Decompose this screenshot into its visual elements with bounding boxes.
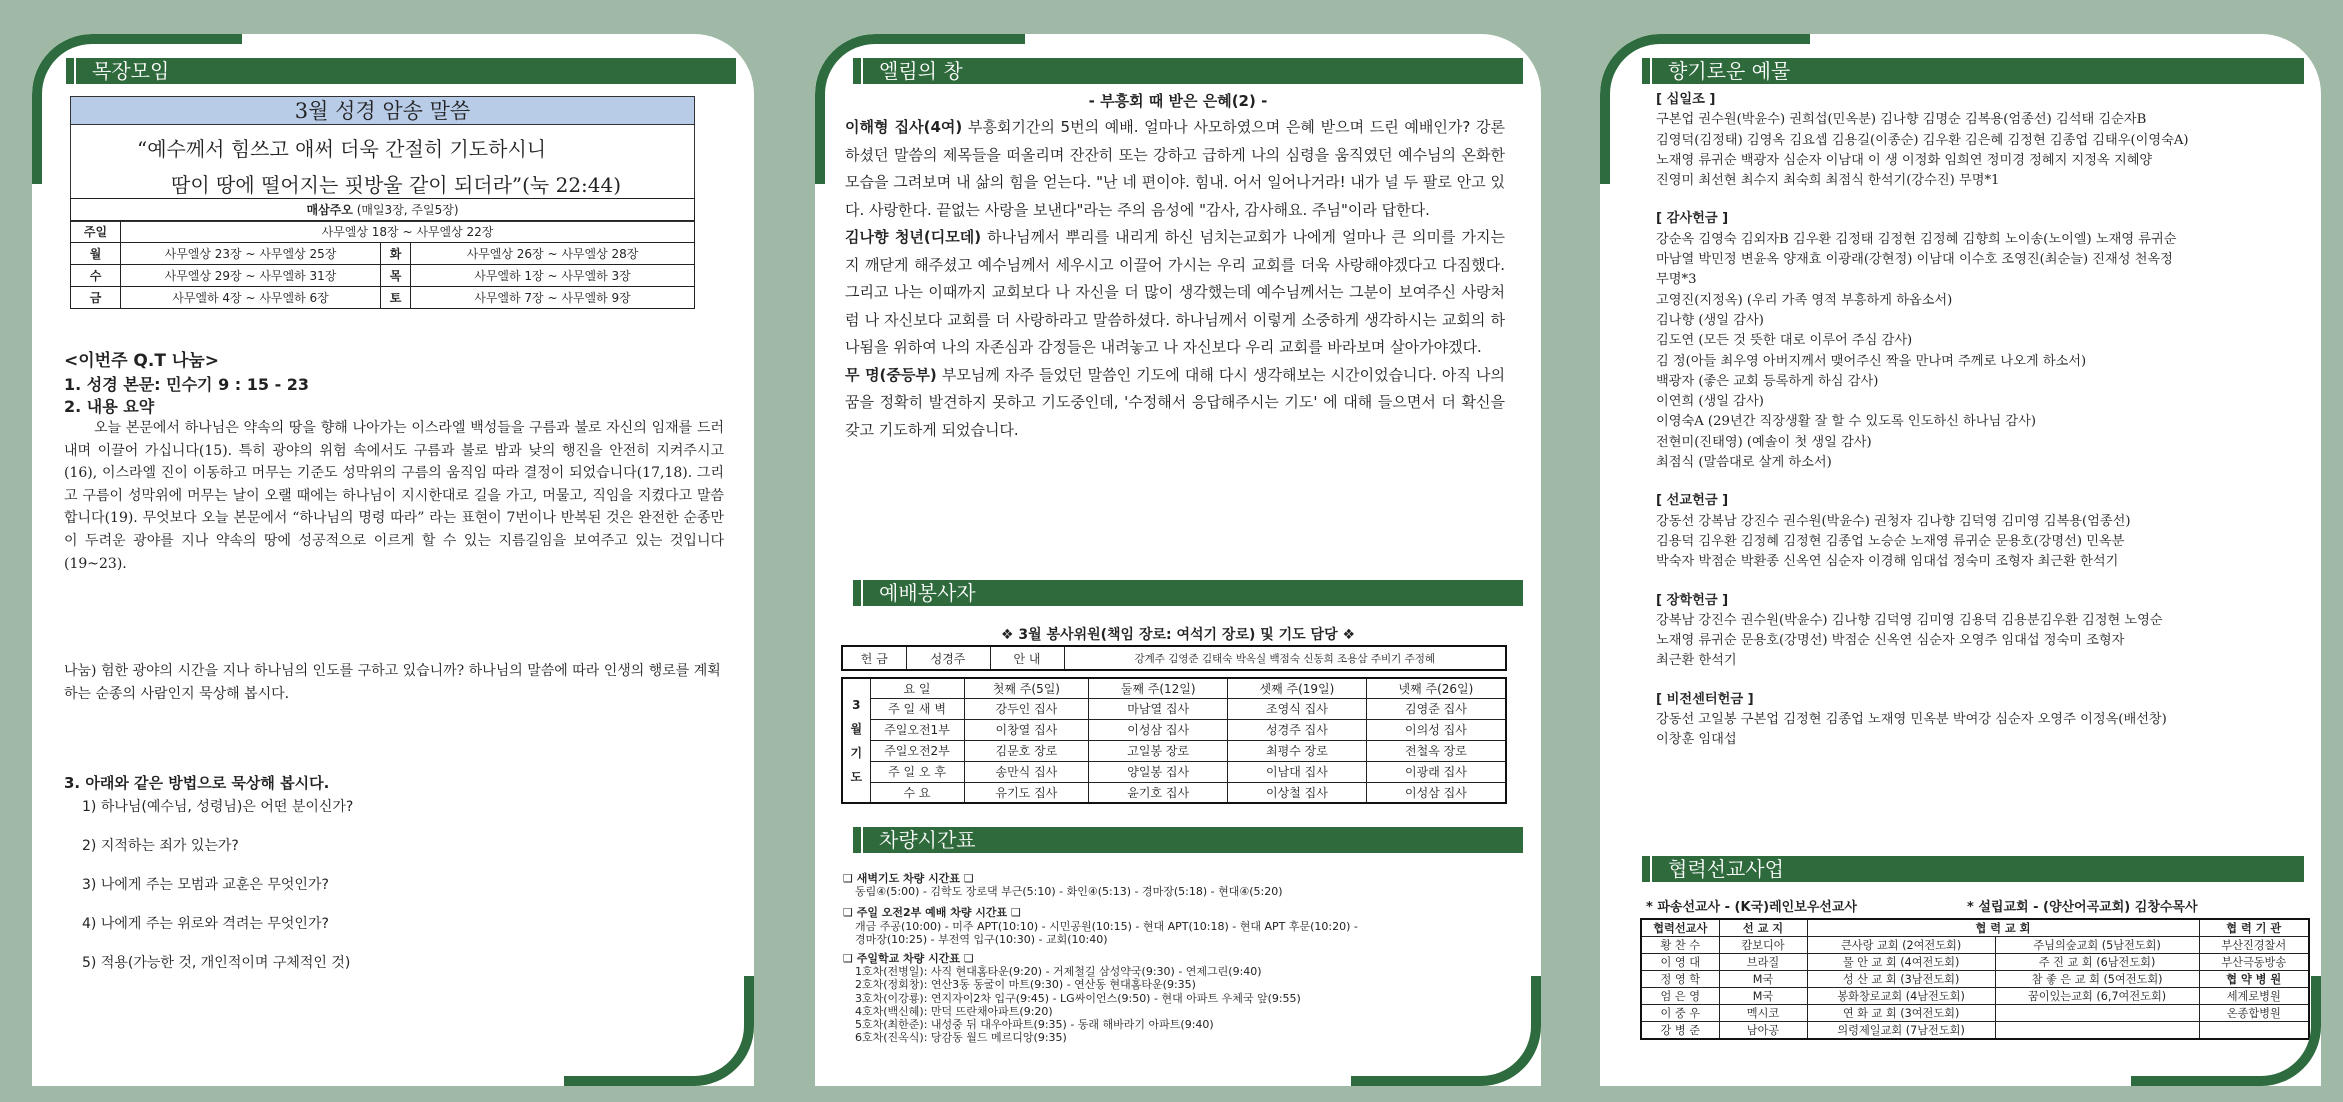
offering-line: 노재영 류귀순 백광자 심순자 이남대 이 생 이정화 임희연 정미경 정혜지 지정옥 지혜양 <box>1656 152 2153 168</box>
reading-range: 사무엘상 23장 ~ 사무엘상 25장 <box>121 243 381 265</box>
section-title: 목장모임 <box>92 59 170 83</box>
bus-route: 동림④(5:00) - 김학도 장로댁 부근(5:10) - 화인④(5:13) - 경마장(5:18) - 현대④(5:20) <box>855 885 1283 899</box>
list-item: 4) 나에게 주는 위로와 격려는 무엇인가? <box>82 916 329 932</box>
offering-line: 이연희 (생일 감사) <box>1656 394 1764 410</box>
reading-range: 사무엘하 1장 ~ 사무엘하 3장 <box>411 265 695 287</box>
bible-reading-table <box>70 198 695 309</box>
section-title: 엘림의 창 <box>879 59 963 83</box>
testimony-text: 부흥회기간의 5번의 예배. 얼마나 사모하였으며 은혜 받으며 드린 예배인가? 강론하셨던 말씀의 제목들을 떠올리며 잔잔히 또는 강하고 급하게 나의 심령을 움직였던 예수님의 온화한 모습을 그려보며 내 삶의 힘을 얻는다. "난 네 편이야. 힘내. 어서 일어나거라! 내가 널 두 팔로 안고 있다. 사랑한다. 끝없는 사랑을 보낸다"라는 주의 음성에 "감사, 감사해요. 주님"이라 답한다. <box>845 118 1506 219</box>
offering-cell: 헌 금 <box>842 646 906 670</box>
column-header: 요 일 <box>870 678 964 698</box>
testimony-author: 이해형 집사(4여) <box>845 118 963 136</box>
bus-schedule <box>843 872 1523 1044</box>
month-label-cell: 3 월 기 도 <box>842 678 870 803</box>
panel-mokjang <box>32 34 754 1086</box>
list-item: 2) 지적하는 죄가 있는가? <box>82 838 239 854</box>
offering-group-title: [ 선교헌금 ] <box>1656 493 1729 509</box>
reading-range: 사무엘하 4장 ~ 사무엘하 6장 <box>121 287 381 309</box>
offering-cell: 안 내 <box>990 646 1064 670</box>
section-title: 협력선교사업 <box>1668 857 1784 881</box>
table-row: 정 영 학 M국 성 산 교 회 (3남전도회) 참 좋 은 교 회 (5여전도회) 협 약 병 원 <box>1641 971 2309 988</box>
bus-route: 6호차(진옥식): 당감동 월드 메르디앙(9:35) <box>855 1031 1067 1045</box>
prayer-schedule-table <box>841 677 1507 804</box>
reading-day: 목 <box>381 265 411 287</box>
offering-line: 강동선 강복남 강진수 권수원(박윤수) 권청자 김나향 김덕영 김미영 김복용(엄종선) <box>1656 513 2131 529</box>
bus-group-title: ❑ 주일 오전2부 예배 차량 시간표 ❑ <box>843 906 1021 920</box>
testimony-text: 하나님께서 뿌리를 내리게 하신 넘치는교회가 나에게 얼마나 큰 의미를 가지는지 깨닫게 해주셨고 예수님께서 세우시고 이끌어 가시는 우리 교회를 더욱 사랑해야겠다고 다짐했다. 그리고 나는 이때까지 교회보다 나 자신을 더 많이 생각했는데 예수님께서는 그분이 보여주신 사랑처럼 나 자신보다 교회를 더 사랑하라고 말씀하셨다. 하나님께서 이렇게 소중하게 생각하시는 교회의 하나됨을 위하여 나의 자존심과 감정들은 내려놓고 나 자신보다 우리 교회를 바라보며 살아가야겠다. <box>845 228 1505 356</box>
panel-offerings <box>1600 34 2321 1086</box>
bus-route: 2호차(정회창): 연산3동 동굴이 마트(9:30) - 연산동 현대홈타운(9:35) <box>855 978 1196 992</box>
reading-day: 월 <box>71 243 121 265</box>
reading-range: 사무엘상 18장 ~ 사무엘상 22장 <box>121 221 695 243</box>
section-title: 향기로운 예물 <box>1668 59 1791 83</box>
table-row: 수 요 유기도 집사 윤기호 집사 이상철 집사 이성삼 집사 <box>842 782 1506 803</box>
bus-route: 경마장(10:25) - 부전역 입구(10:30) - 교회(10:40) <box>855 932 1108 946</box>
qt-question-list <box>82 797 353 992</box>
testimony-author: 무 명(중등부) <box>845 365 937 384</box>
list-item: 1) 하나님(예수님, 성령님)은 어떤 분이신가? <box>82 799 354 815</box>
qt-summary-text: 오늘 본문에서 하나님은 약속의 땅을 향해 나아가는 이스라엘 백성들을 구름과 불로 자신의 임재를 드러내며 이끌어 가십니다(15). 특히 광야의 위험 속에서도 구름과 불로 밤과 낮의 행진을 안전히 지켜주시고(16), 이스라엘 진이 이동하고 머무는 기준도 성막위의 구름의 움직임 따라 결정이 되었습니다(17,18). 그리고 구름이 성막위에 머무는 날이 오랠 때에는 하나님이 지시한대로 길을 가고, 머물고, 직임을 지켰다고 말씀합니다(19). 무엇보다 오늘 본문에서 “하나님의 명령 따라” 라는 표현이 7번이나 반복된 것은 완전한 순종만이 두려운 광야를 지나 약속의 땅에 성공적으로 이르게 할 수 있는 지름길임을 보여주고 있는 것입니다(19~23). <box>64 420 724 572</box>
qt-sharing-text: 나눔) 험한 광야의 시간을 지나 하나님의 인도를 구하고 있습니까? 하나님의 말씀에 따라 인생의 행로를 계획하는 순종의 사람인지 묵상해 봅시다. <box>64 663 721 702</box>
table-row <box>71 243 695 265</box>
mission-note-left: * 파송선교사 - (K국)레인보우선교사 <box>1646 900 1857 915</box>
table-row: 주 일 새 벽 강두인 집사 마남열 집사 조영식 집사 김영준 집사 <box>842 698 1506 719</box>
bus-route: 4호차(백신혜): 만덕 뜨란채아파트(9:20) <box>855 1004 1053 1018</box>
column-header: 협 력 기 관 <box>2199 919 2309 937</box>
reading-range: 사무엘상 29장 ~ 사무엘하 31장 <box>121 265 381 287</box>
qt-heading: <이번주 Q.T 나눔> <box>64 351 219 371</box>
table-row: 이 중 우 멕시코 연 화 교 회 (3여전도회) 온종합병원 <box>1641 1005 2309 1022</box>
table-row: 주일오전2부 김문호 장로 고일봉 장로 최평수 장로 전철옥 장로 <box>842 740 1506 761</box>
offering-line: 이영숙A (29년간 직장생활 잘 할 수 있도록 인도하신 하나님 감사) <box>1656 414 2037 430</box>
testimony <box>845 362 1505 445</box>
table-row: 황 찬 수 캄보디아 큰사랑 교회 (2여전도회) 주님의숲교회 (5남전도회) 부산진경찰서 <box>1641 937 2309 954</box>
section-title: 예배봉사자 <box>879 581 976 605</box>
testimony <box>845 224 1505 362</box>
memory-verse-line2: 땀이 땅에 떨어지는 핏방울 같이 되더라”(눅 22:44) <box>171 173 622 197</box>
column-header: 협력선교사 <box>1641 919 1719 937</box>
qt-summary-heading: 2. 내용 요약 <box>64 397 155 416</box>
bus-route: 3호차(이강룡): 연지자이2차 입구(9:45) - LG싸이언스(9:50) - 현대 아파트 우체국 앞(9:55) <box>855 991 1301 1005</box>
panel-elim <box>815 34 1541 1086</box>
testimony-text: 부모님께 자주 들었던 말씀인 기도에 대해 다시 생각해보는 시간이었습니다. 아직 나의 꿈을 정확히 발견하지 못하고 기도중인데, '수정해서 응답해주시는 기도' 에 대해 들으면서 더 확신을 갖고 기도하게 되었습니다. <box>845 365 1506 439</box>
table-row <box>71 265 695 287</box>
reading-range: 사무엘상 26장 ~ 사무엘상 28장 <box>411 243 695 265</box>
section-header-mission <box>1642 856 2304 882</box>
offering-line: 최점식 (말씀대로 살게 하소서) <box>1656 455 1832 471</box>
table-row: 주 일 오 후 송만식 집사 양일봉 집사 이남대 집사 이광래 집사 <box>842 761 1506 782</box>
offering-line: 무명*3 <box>1656 272 1697 288</box>
section-title: 차량시간표 <box>879 828 976 852</box>
section-header-elim <box>853 58 1523 84</box>
bus-route: 개금 주공(10:00) - 미주 APT(10:10) - 시민공원(10:15) - 현대 APT(10:18) - 현대 APT 후문(10:20) - <box>855 919 1358 933</box>
offering-line: 김영덕(김정태) 김영옥 김요셉 김용길(이종순) 김우환 김은혜 김정현 김종업 김태우(이영숙A) <box>1656 132 2189 148</box>
column-header: 넷째 주(26일) <box>1366 678 1506 698</box>
service-headline: ❖ 3월 봉사위원(책임 장로: 여석기 장로) 및 기도 담당 ❖ <box>1000 627 1356 643</box>
qt-scripture: 1. 성경 본문: 민수기 9 : 15 - 23 <box>64 375 310 394</box>
column-header: 협 력 교 회 <box>1807 919 2199 937</box>
offering-line: 박숙자 박점순 박환종 신옥연 심순자 이경해 임대섭 정숙미 조형자 최근환 한석기 <box>1656 554 2119 570</box>
elim-subtitle: - 부흥회 때 받은 은혜(2) - <box>1088 92 1268 110</box>
column-header: 첫째 주(5일) <box>964 678 1089 698</box>
offering-line: 김용덕 김우환 김정혜 김정현 김종업 노승순 노재영 류귀순 문용호(강명선) 민옥분 <box>1656 533 2125 549</box>
reading-day: 주일 <box>71 221 121 243</box>
table-row <box>71 287 695 309</box>
section-header-service <box>853 580 1523 606</box>
bus-route: 5호차(최한준): 내성중 뒤 대우아파트(9:35) - 동래 해바라기 아파트(9:40) <box>855 1018 1214 1032</box>
reading-day: 화 <box>381 243 411 265</box>
offering-line: 전현미(진태영) (예솔이 첫 생일 감사) <box>1656 434 1872 450</box>
offering-line: 강복남 강진수 권수원(박윤수) 김나향 김덕영 김미영 김용덕 김용분김우환 김정현 노영순 <box>1656 612 2163 628</box>
offering-cell: 강계주 김영준 김태숙 박옥실 백점숙 신동희 조용삼 주비기 주정혜 <box>1064 646 1506 670</box>
testimony-list <box>845 114 1505 444</box>
offering-line: 이창훈 임대섭 <box>1656 732 1737 748</box>
offering-group-title: [ 비전센터헌금 ] <box>1656 691 1754 707</box>
section-header-bus <box>853 827 1523 853</box>
bus-route: 1호차(전병일): 사직 현대홈타운(9:20) - 거제철길 삼성약국(9:30) - 연제그린(9:40) <box>855 965 1262 979</box>
offering-line: 진영미 최선현 최수지 최숙희 최점식 한석기(강수진) 무명*1 <box>1656 173 2000 189</box>
memory-verse-title: 3월 성경 암송 말씀 <box>71 97 694 125</box>
offering-group-title: [ 감사헌금 ] <box>1656 211 1729 227</box>
offering-line: 백광자 (좋은 교회 등록하게 하심 감사) <box>1656 373 1879 389</box>
offering-line: 노재영 류귀순 문용호(강명선) 박점순 신옥연 심순자 오영주 임대섭 정숙미 조형자 <box>1656 633 2125 649</box>
table-row: 주일오전1부 이창열 집사 이성삼 집사 성경주 집사 이의성 집사 <box>842 719 1506 740</box>
reading-day: 수 <box>71 265 121 287</box>
table-row: 강 병 준 남아공 의령제일교회 (7남전도회) <box>1641 1022 2309 1040</box>
offering-line: 김 정(아들 최우영 아버지께서 맺어주신 짝을 만나며 주께로 나오게 하소서) <box>1656 353 2087 369</box>
bus-group-title: ❑ 주일학교 차량 시간표 ❑ <box>843 952 974 966</box>
section-header-offerings <box>1642 58 2304 84</box>
offering-group-title: [ 장학헌금 ] <box>1656 592 1729 608</box>
list-item: 3) 나에게 주는 모범과 교훈은 무엇인가? <box>82 877 329 893</box>
offering-cell: 성경주 <box>906 646 990 670</box>
offering-line: 강순옥 김영숙 김외자B 김우환 김정태 김정현 김정혜 김향희 노이송(노이엘) 노재영 류귀순 <box>1656 231 2177 247</box>
bus-group-title: ❑ 새벽기도 차량 시간표 ❑ <box>843 872 974 885</box>
testimony-author: 김나향 청년(디모데) <box>845 228 982 246</box>
reading-day: 금 <box>71 287 121 309</box>
offering-line: 고영진(지정옥) (우리 가족 영적 부흥하게 하옵소서) <box>1656 292 1953 308</box>
table-row: 이 영 대 브라질 물 안 교 회 (4여전도회) 주 진 교 회 (6남전도회) 부산극동방송 <box>1641 954 2309 971</box>
section-header-mokjang <box>66 58 736 84</box>
mission-note-right: * 설립교회 - (양산어곡교회) 김창수목사 <box>1967 900 2198 915</box>
reading-title-cell: 매삼주오 (매일3장, 주일5장) <box>71 199 695 221</box>
reading-range: 사무엘하 7장 ~ 사무엘하 9장 <box>411 287 695 309</box>
table-row: 엄 은 영 M국 봉화창로교회 (4남전도회) 꿈이있는교회 (6,7여전도회) 세계로병원 <box>1641 988 2309 1005</box>
column-header: 선 교 지 <box>1719 919 1807 937</box>
offering-table <box>841 645 1507 671</box>
list-item: 5) 적용(가능한 것, 개인적이며 구체적인 것) <box>82 955 351 971</box>
column-header: 셋째 주(19일) <box>1228 678 1367 698</box>
mission-table <box>1640 918 2310 1040</box>
qt-meditation-heading: 3. 아래와 같은 방법으로 묵상해 봅시다. <box>64 774 330 792</box>
offering-line: 김나향 (생일 감사) <box>1656 312 1764 328</box>
offering-group-title: [ 십일조 ] <box>1656 92 1716 107</box>
testimony <box>845 114 1505 224</box>
reading-day: 토 <box>381 287 411 309</box>
offering-line: 마남열 박민정 변윤옥 양재효 이광래(강현정) 이남대 이수호 조영진(최순늘) 진재성 천옥정 <box>1656 252 2173 268</box>
offering-line: 최근환 한석기 <box>1656 653 1737 669</box>
offering-line: 김도연 (모든 것 뜻한 대로 이루어 주심 감사) <box>1656 333 1913 349</box>
offering-line: 구본업 권수원(박윤수) 권희섭(민옥분) 김나향 김명순 김복용(엄종선) 김석태 김순자B <box>1656 112 2147 128</box>
column-header: 둘째 주(12일) <box>1089 678 1228 698</box>
offering-groups <box>1656 90 2306 751</box>
memory-verse-line1: “예수께서 힘쓰고 애써 더욱 간절히 기도하시니 <box>137 137 547 161</box>
offering-line: 강동선 고일봉 구본업 김정현 김종업 노재영 민옥분 박여강 심순자 오영주 이정옥(배선창) <box>1656 712 2167 728</box>
